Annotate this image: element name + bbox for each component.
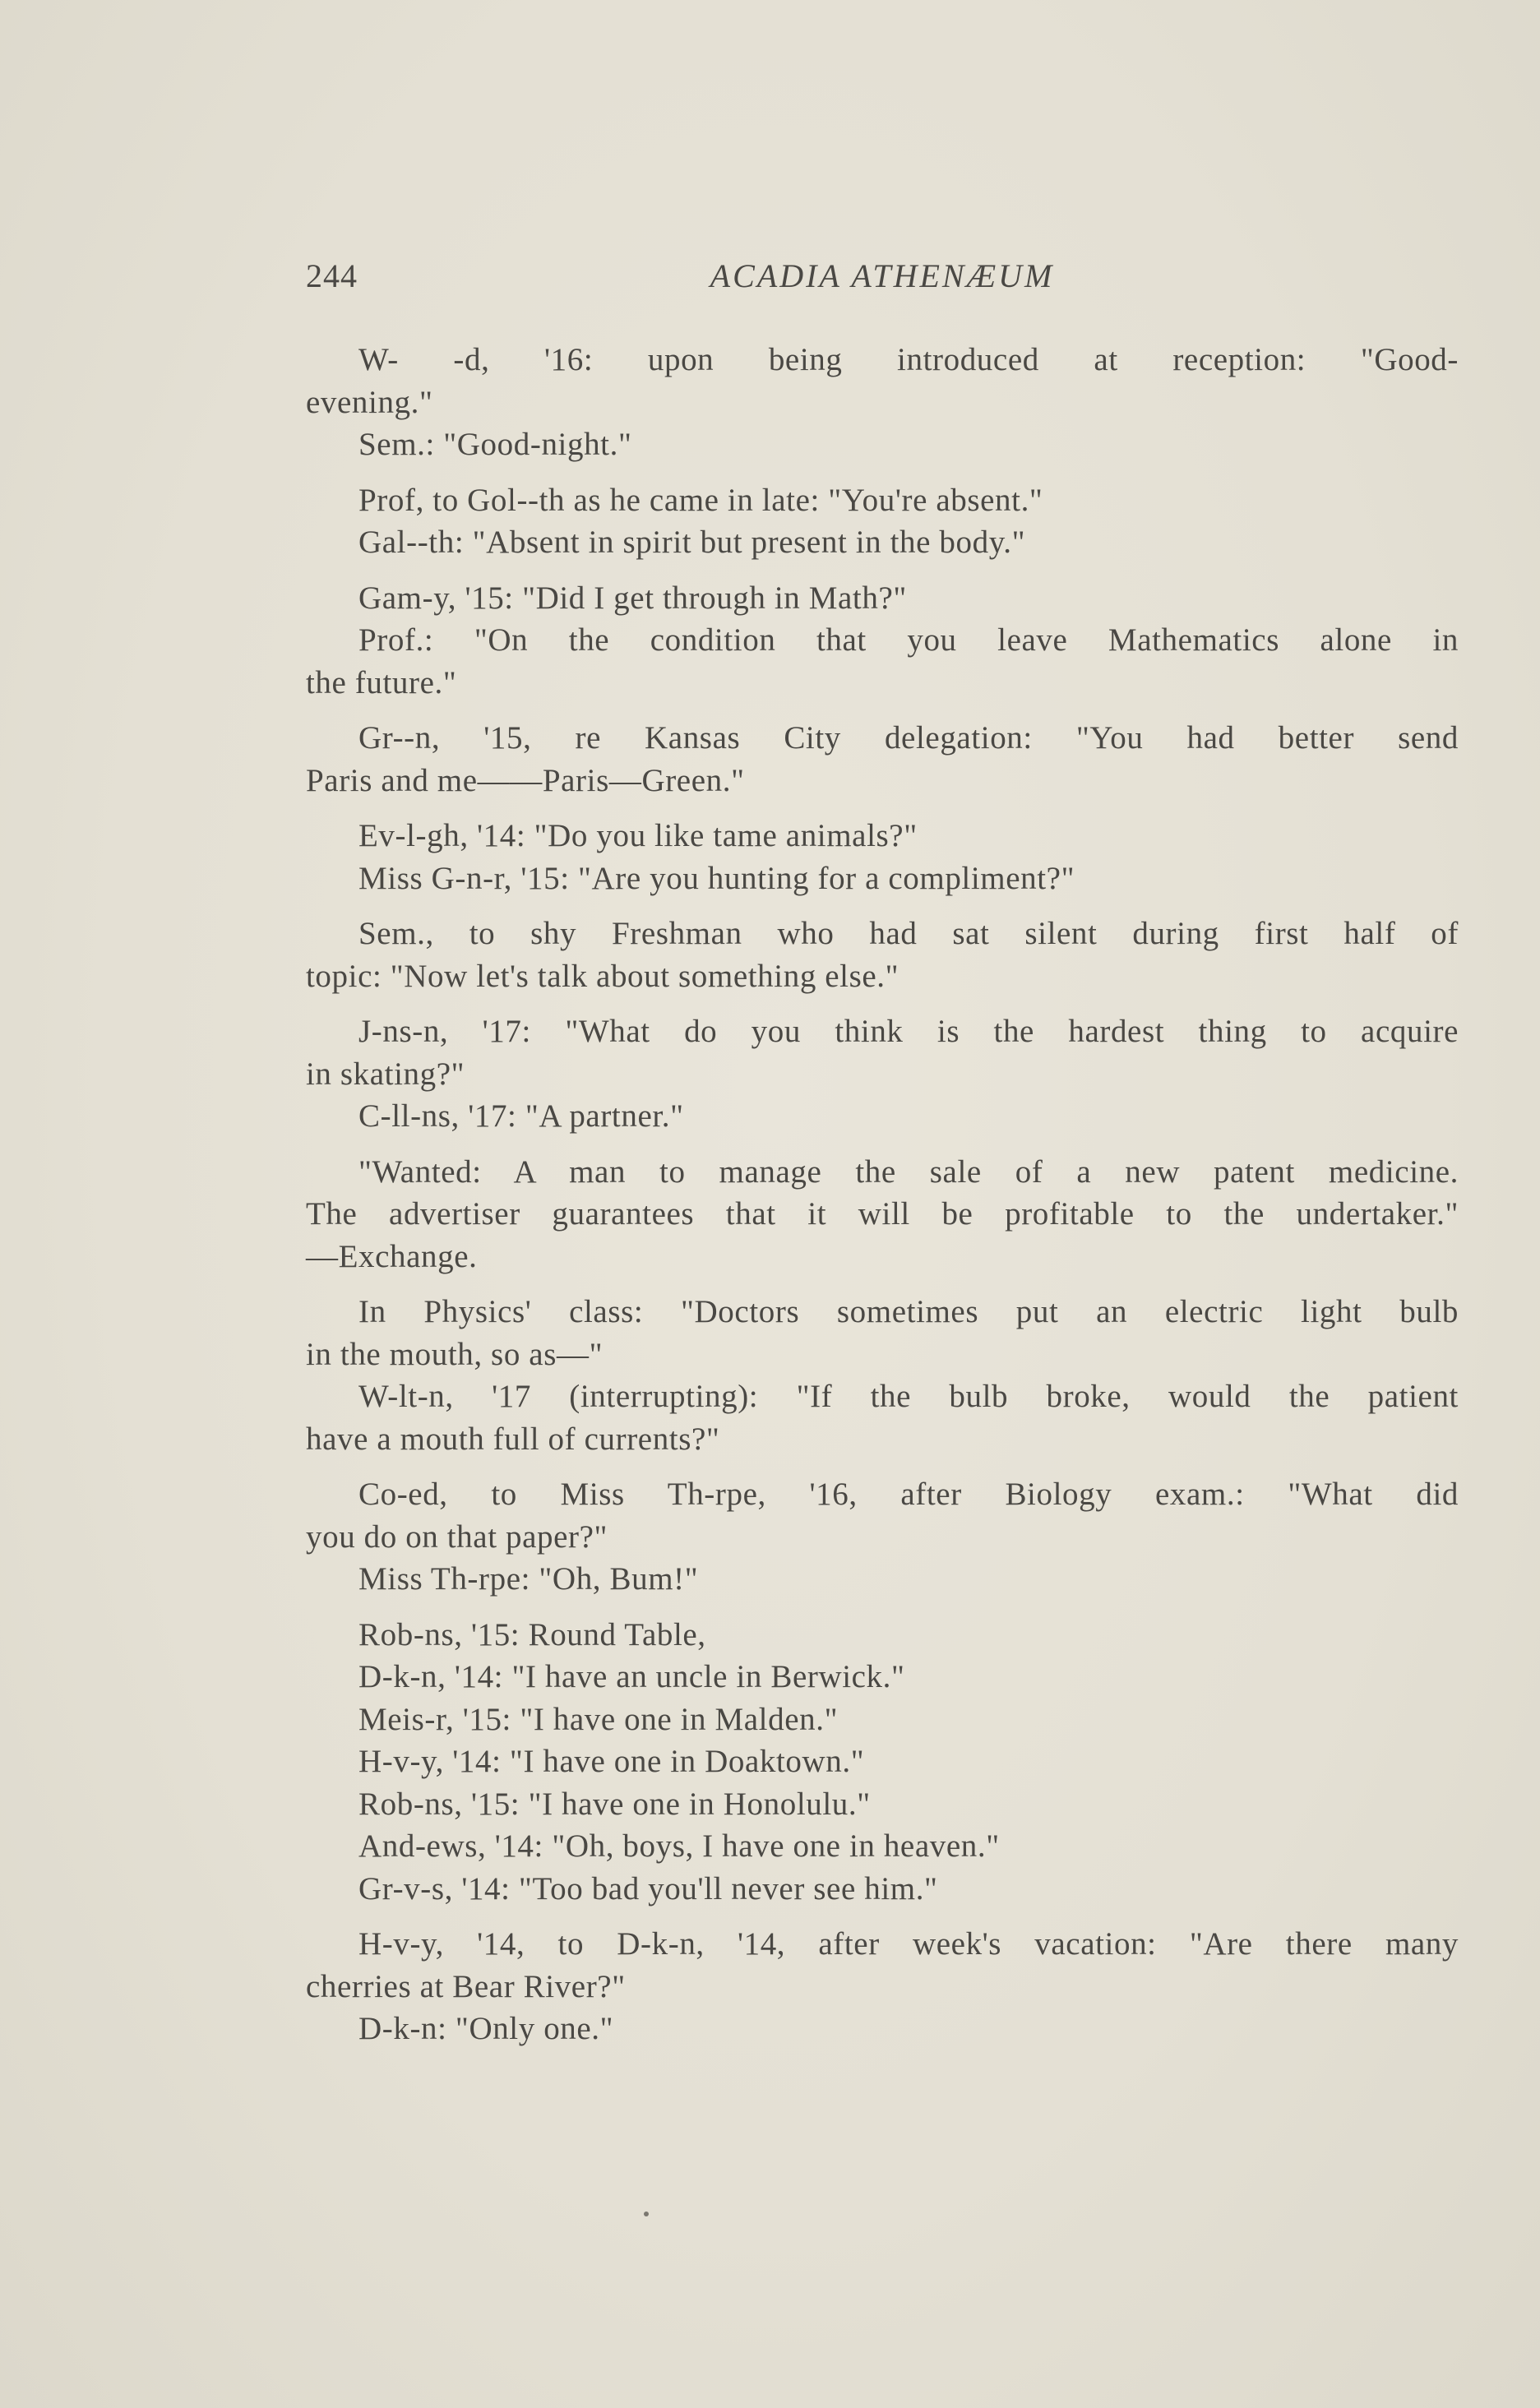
text-line: Gr--n, '15, re Kansas City delegation: "You had better send (358, 720, 1459, 756)
text-line: Rob-ns, '15: "I have one in Honolulu." (358, 1786, 871, 1822)
text-line: cherries at Bear River?" (306, 1968, 626, 2004)
text-line: "Wanted: A man to manage the sale of a new patent medicine. (358, 1153, 1459, 1190)
text-line: And-ews, '14: "Oh, boys, I have one in heaven." (358, 1828, 1000, 1864)
text-line: topic: "Now let's talk about something else." (306, 958, 899, 994)
paragraph (306, 1614, 1459, 1911)
running-head (306, 257, 1459, 298)
text-line: Gam-y, '15: "Did I get through in Math?" (358, 580, 907, 616)
text-line: Prof, to Gol--th as he came in late: "You're absent." (358, 482, 1043, 518)
text-line: —Exchange. (306, 1238, 478, 1274)
paragraph (306, 339, 1459, 466)
text-line: D-k-n, '14: "I have an uncle in Berwick." (358, 1659, 905, 1694)
text-line: J-ns-n, '17: "What do you think is the hardest thing to acquire (358, 1014, 1459, 1049)
journal-title: ACADIA ATHENÆUM (710, 257, 1055, 294)
text-line: in skating?" (306, 1056, 465, 1092)
text-line: Co-ed, to Miss Th-rpe, '16, after Biology exam.: "What did (358, 1477, 1459, 1512)
paragraph (306, 1010, 1459, 1138)
text-line: C-ll-ns, '17: "A partner." (358, 1098, 684, 1134)
text-line: Sem.: "Good-night." (358, 427, 632, 462)
text-line: In Physics' class: "Doctors sometimes put an electric light bulb (358, 1294, 1459, 1329)
text-line: the future." (306, 664, 457, 700)
paragraph (306, 577, 1459, 705)
text-line: you do on that paper?" (306, 1518, 608, 1555)
text-line: Miss G-n-r, '15: "Are you hunting for a compliment?" (358, 860, 1075, 896)
text-line: The advertiser guarantees that it will be profitable to the undertaker." (306, 1196, 1459, 1232)
text-line: Miss Th-rpe: "Oh, Bum!" (358, 1561, 699, 1597)
paragraph (306, 815, 1459, 899)
paragraph (306, 479, 1459, 564)
paragraph (306, 1291, 1459, 1460)
page-number: 244 (306, 257, 358, 294)
text-line: have a mouth full of currents?" (306, 1421, 720, 1457)
paragraph (306, 1151, 1459, 1278)
text-line: Meis-r, '15: "I have one in Malden." (358, 1701, 839, 1737)
text-line: Ev-l-gh, '14: "Do you like tame animals?" (358, 818, 918, 853)
text-line: Paris and me——Paris—Green." (306, 762, 745, 798)
text-line: in the mouth, so as—" (306, 1336, 604, 1372)
text-line: D-k-n: "Only one." (358, 2011, 614, 2046)
paragraph (306, 913, 1459, 997)
text-line: H-v-y, '14: "I have one in Doaktown." (358, 1744, 865, 1779)
text-line: W-lt-n, '17 (interrupting): "If the bulb broke, would the patient (358, 1379, 1459, 1414)
text-line: Prof.: "On the condition that you leave Mathematics alone in (358, 622, 1459, 658)
text-line: Sem., to shy Freshman who had sat silent during first half of (358, 916, 1459, 951)
text-line: H-v-y, '14, to D-k-n, '14, after week's vacation: "Are there many (358, 1926, 1459, 1962)
paragraph (306, 1473, 1459, 1601)
text-line: W- -d, '16: upon being introduced at reception: "Good- (358, 342, 1459, 377)
text-line: Rob-ns, '15: Round Table, (358, 1616, 706, 1652)
paragraph (306, 1923, 1459, 2050)
text-line: Gal--th: "Absent in spirit but present in the body." (358, 525, 1026, 560)
text-line: evening." (306, 384, 433, 420)
text-line: Gr-v-s, '14: "Too bad you'll never see him." (358, 1870, 938, 1907)
paper-speck (644, 2212, 649, 2216)
paragraph (306, 717, 1459, 802)
body-text (306, 339, 1459, 2050)
